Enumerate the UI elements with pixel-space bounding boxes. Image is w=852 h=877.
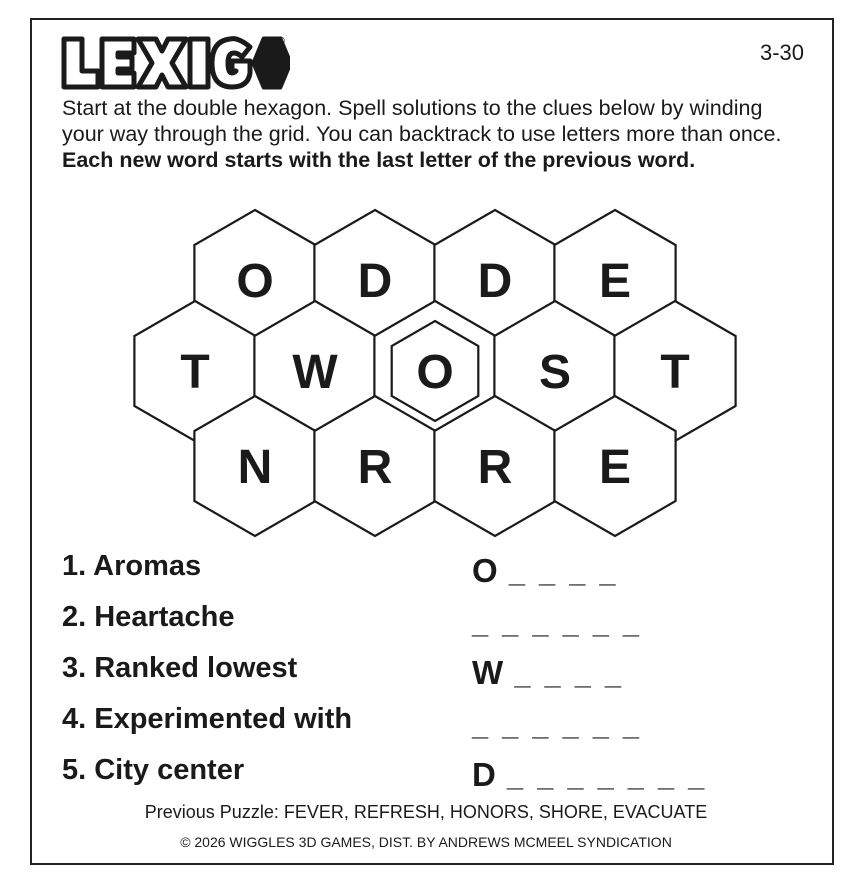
previous-puzzle-answers: Previous Puzzle: FEVER, REFRESH, HONORS, SHORE, EVACUATE (144, 802, 708, 822)
hex-letter: W (292, 346, 338, 399)
hex-letter: S (538, 346, 572, 399)
registered-mark: ® (276, 34, 285, 48)
answer-1 (472, 552, 619, 590)
puzzle-number: 3-30 (759, 40, 804, 65)
answer-5-blanks: _ _ _ _ _ _ _ (507, 761, 708, 793)
clue-5: 5. City center (62, 754, 245, 786)
hex-letter: O (416, 346, 454, 399)
answer-2 (472, 603, 642, 641)
hex-letter: R (477, 441, 513, 494)
hex-letter: D (477, 255, 513, 308)
instructions-text: Start at the double hexagon. Spell solutions to the clues below by winding your way through the grid. You can backtrack to use letters more than once. (62, 96, 782, 146)
hex-letter: D (357, 255, 393, 308)
answer-5-start: D (472, 756, 497, 793)
hex-letter: E (598, 255, 632, 308)
hex-letter: O (236, 255, 274, 308)
clue-2: 2. Heartache (62, 601, 235, 633)
answer-1-blanks: _ _ _ _ (508, 557, 619, 589)
answer-2-blanks: _ _ _ _ _ _ (472, 608, 643, 640)
answer-3 (472, 654, 624, 692)
copyright: © 2026 WIGGLES 3D GAMES, DIST. BY ANDREWS MCMEEL SYNDICATION (180, 834, 672, 850)
hex-letter: R (357, 441, 393, 494)
hex-letter: T (660, 346, 690, 399)
answer-3-blanks: _ _ _ _ (514, 659, 625, 691)
clue-4: 4. Experimented with (62, 703, 353, 735)
hex-letter: E (598, 441, 632, 494)
clue-1: 1. Aromas (62, 550, 202, 582)
hex-letter: T (180, 346, 210, 399)
answer-1-start: O (472, 552, 499, 589)
answer-4 (472, 705, 642, 743)
instructions-bold-text: Each new word starts with the last letter of the previous word. (62, 148, 696, 172)
answer-3-start: W (472, 654, 505, 691)
hex-letter: N (237, 441, 273, 494)
answer-5 (472, 756, 707, 794)
answer-4-blanks: _ _ _ _ _ _ (472, 710, 643, 742)
clue-3: 3. Ranked lowest (62, 652, 298, 684)
